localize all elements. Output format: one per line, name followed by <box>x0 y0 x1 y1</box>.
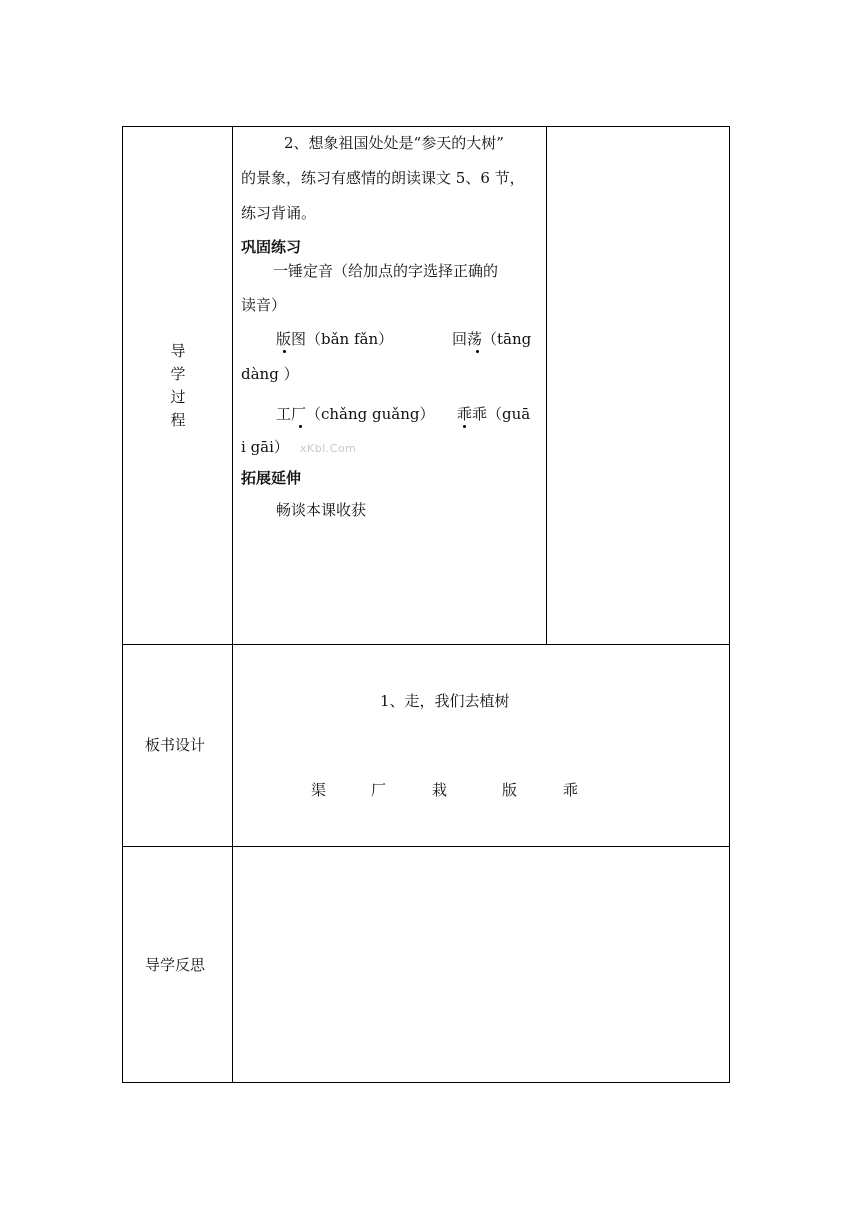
table-border-right <box>729 126 730 1083</box>
pinyin-pair-4b: i gāi） <box>241 438 289 456</box>
label-char: 程 <box>170 411 186 429</box>
pinyin-pair-4a: 乖乖（guā <box>457 405 531 423</box>
pinyin-pair-2b: dàng ） <box>241 365 299 383</box>
label-char: 学 <box>170 365 186 383</box>
label-char: 导 <box>170 342 186 360</box>
emphasis-dot <box>476 350 479 353</box>
process-row-label <box>170 340 186 432</box>
board-char: 版 <box>502 781 518 799</box>
heading-practice: 巩固练习 <box>241 238 302 256</box>
board-char: 渠 <box>311 781 327 799</box>
extend-text: 畅谈本课收获 <box>276 501 367 519</box>
label-column-divider <box>232 126 233 1083</box>
practice-line-1: 一锤定音（给加点的字选择正确的 <box>273 262 499 280</box>
table-border-top <box>122 126 730 127</box>
board-title: 1、走，我们去植树 <box>380 692 510 710</box>
row-divider-1 <box>122 644 730 645</box>
emphasis-dot <box>283 350 286 353</box>
item2-line-1: 2、想象祖国处处是“参天的大树” <box>284 134 504 152</box>
row-divider-2 <box>122 846 730 847</box>
pinyin-pair-3: 工厂（chǎng guǎng） <box>276 405 435 423</box>
emphasis-dot <box>299 425 302 428</box>
pinyin-pair-2a: 回荡（tāng <box>452 330 532 348</box>
board-char: 栽 <box>432 781 448 799</box>
reflection-row-label: 导学反思 <box>145 956 206 974</box>
heading-extend: 拓展延伸 <box>241 469 302 487</box>
item2-line-2: 的景象，练习有感情的朗读课文 5、6 节， <box>241 169 525 187</box>
practice-line-2: 读音） <box>241 296 287 314</box>
table-border-bottom <box>122 1082 730 1083</box>
pinyin-pair-1: 版图（bǎn fǎn） <box>276 330 394 348</box>
board-char: 厂 <box>371 781 387 799</box>
watermark: xKbl.Com <box>300 442 357 455</box>
label-char: 过 <box>170 388 186 406</box>
notes-column-divider <box>546 126 547 644</box>
item2-line-3: 练习背诵。 <box>241 204 317 222</box>
emphasis-dot <box>463 425 466 428</box>
board-row-label: 板书设计 <box>145 736 206 754</box>
board-char: 乖 <box>563 781 579 799</box>
table-border-left <box>122 126 123 1083</box>
